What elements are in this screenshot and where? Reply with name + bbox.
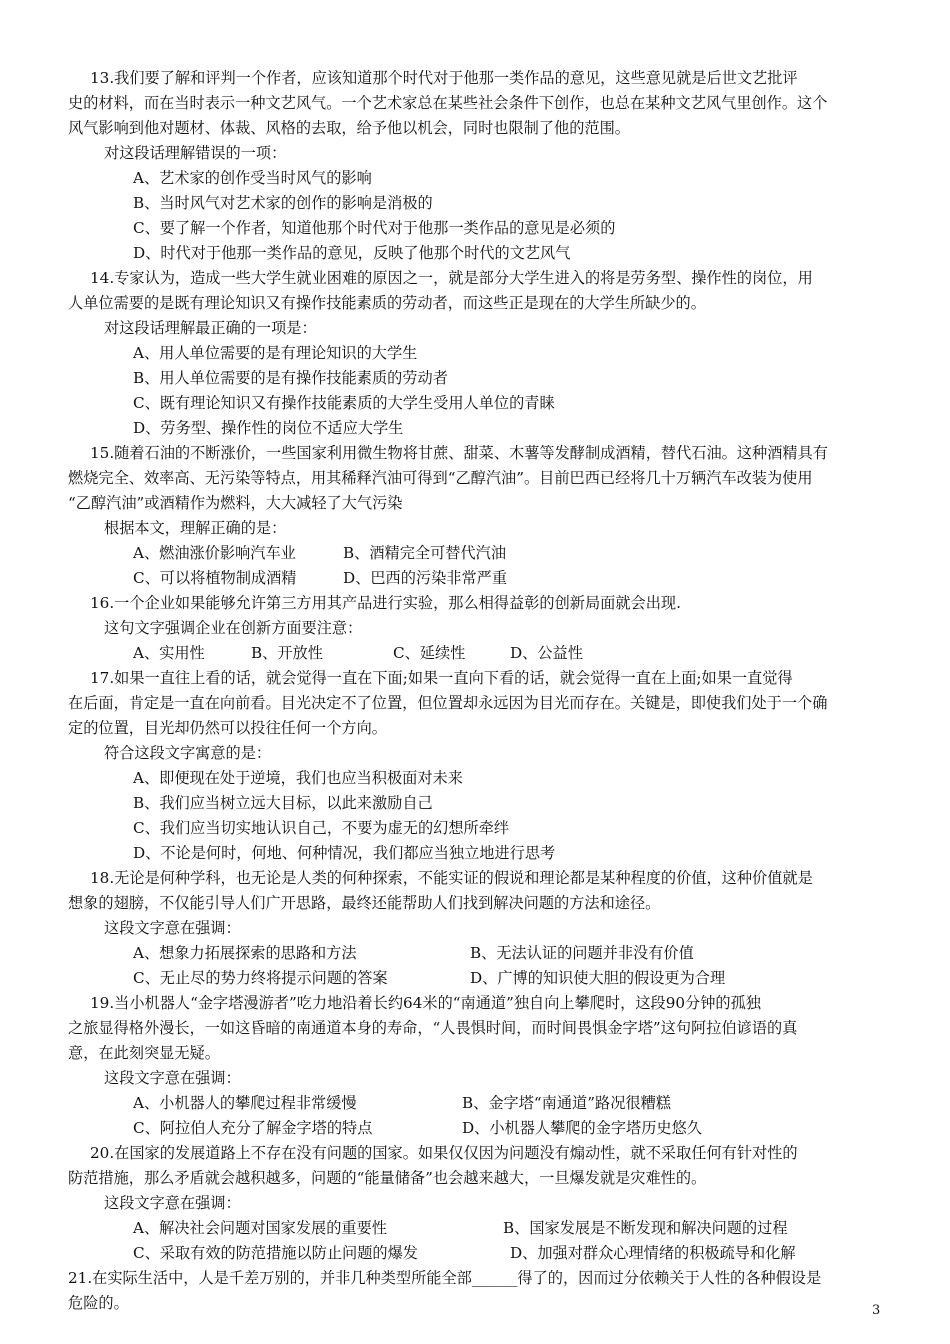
q13-line-3: 风气影响到他对题材、体裁、风格的去取，给予他以机会，同时也限制了他的范围。 <box>68 119 630 137</box>
q13-option-a: A、艺术家的创作受当时风气的影响 <box>133 169 372 187</box>
q14-option-b: B、用人单位需要的是有操作技能素质的劳动者 <box>133 369 448 387</box>
q19-line-3: 意，在此刻突显无疑。 <box>68 1044 220 1062</box>
q14-option-d: D、劳务型、操作性的岗位不适应大学生 <box>133 419 404 437</box>
q15-option-a: A、燃油涨价影响汽车业 <box>133 544 296 562</box>
q21-line-2: 危险的。 <box>68 1294 129 1312</box>
q13-option-c: C、要了解一个作者，知道他那个时代对于他那一类作品的意见是必须的 <box>133 219 616 237</box>
q20-option-a: A、解决社会问题对国家发展的重要性 <box>133 1219 387 1237</box>
q19-line-1: 19.当小机器人“金字塔漫游者”吃力地沿着长约64米的“南通道”独自向上攀爬时，这段90分钟的孤独 <box>90 994 761 1012</box>
q16-option-b: B、开放性 <box>251 644 323 662</box>
q18-option-a: A、想象力拓展探索的思路和方法 <box>133 944 357 962</box>
q17-option-d: D、不论是何时，何地、何种情况，我们都应当独立地进行思考 <box>133 844 556 862</box>
q20-line-1: 20.在国家的发展道路上不存在没有问题的国家。如果仅仅因为问题没有煽动性，就不采取任何有针对性的 <box>90 1144 798 1162</box>
q15-prompt: 根据本文，理解正确的是： <box>104 519 287 537</box>
q13-prompt: 对这段话理解错误的一项： <box>104 144 287 162</box>
q20-line-2: 防范措施，那么矛盾就会越积越多，问题的“能量储备”也会越来越大，一旦爆发就是灾难性的。 <box>68 1169 707 1187</box>
q18-option-d: D、广博的知识使大胆的假设更为合理 <box>470 969 726 987</box>
q19-option-a: A、小机器人的攀爬过程非常缓慢 <box>133 1094 357 1112</box>
q13-option-d: D、时代对于他那一类作品的意见，反映了他那个时代的文艺风气 <box>133 244 571 262</box>
q15-option-c: C、可以将植物制成酒精 <box>133 569 297 587</box>
q14-option-c: C、既有理论知识又有操作技能素质的大学生受用人单位的青睐 <box>133 394 555 412</box>
q19-option-d: D、小机器人攀爬的金字塔历史悠久 <box>462 1119 702 1137</box>
q14-option-a: A、用人单位需要的是有理论知识的大学生 <box>133 344 418 362</box>
q20-option-c: C、采取有效的防范措施以防止问题的爆发 <box>133 1244 418 1262</box>
q15-line-2: 燃烧完全、效率高、无污染等特点，用其稀释汽油可得到“乙醇汽油”。目前巴西已经将几十万辆汽车改装为使用 <box>68 469 813 487</box>
q20-option-b: B、国家发展是不断发现和解决问题的过程 <box>503 1219 788 1237</box>
q19-option-b: B、金字塔“南通道”路况很糟糕 <box>462 1094 671 1112</box>
q17-prompt: 符合这段文字寓意的是： <box>104 744 272 762</box>
q20-prompt: 这段文字意在强调： <box>104 1194 241 1212</box>
q18-option-c: C、无止尽的势力终将提示问题的答案 <box>133 969 388 987</box>
q16-option-a: A、实用性 <box>133 644 205 662</box>
q16-line-1: 16.一个企业如果能够允许第三方用其产品进行实验，那么相得益彰的创新局面就会出现. <box>90 594 681 612</box>
q20-option-d: D、加强对群众心理情绪的积极疏导和化解 <box>510 1244 796 1262</box>
q16-prompt: 这句文字强调企业在创新方面要注意： <box>104 619 363 637</box>
q17-line-2: 在后面，肯定是一直在向前看。目光决定不了位置，但位置却永远因为目光而存在。关键是，即使我们处于一个确 <box>68 694 828 712</box>
q17-line-3: 定的位置，目光却仍然可以投往任何一个方向。 <box>68 719 387 737</box>
q19-line-2: 之旅显得格外漫长，一如这昏暗的南通道本身的寿命，“人畏惧时间，而时间畏惧金字塔”这句阿拉伯谚语的真 <box>68 1019 798 1037</box>
q14-prompt: 对这段话理解最正确的一项是： <box>104 319 317 337</box>
q13-line-1: 13.我们要了解和评判一个作者，应该知道那个时代对于他那一类作品的意见，这些意见就是后世文艺批评 <box>90 69 798 87</box>
q19-option-c: C、阿拉伯人充分了解金字塔的特点 <box>133 1119 373 1137</box>
q18-prompt: 这段文字意在强调： <box>104 919 241 937</box>
q13-line-2: 史的材料，而在当时表示一种文艺风气。一个艺术家总在某些社会条件下创作，也总在某种文艺风气里创作。这个 <box>68 94 828 112</box>
q17-option-b: B、我们应当树立远大目标，以此来激励自己 <box>133 794 433 812</box>
q15-option-b: B、酒精完全可替代汽油 <box>343 544 507 562</box>
q16-option-c: C、延续性 <box>393 644 466 662</box>
q15-line-3: “乙醇汽油”或酒精作为燃料，大大减轻了大气污染 <box>68 494 403 512</box>
q18-line-2: 想象的翅膀，不仅能引导人们广开思路，最终还能帮助人们找到解决问题的方法和途径。 <box>68 894 661 912</box>
q21-line-1: 21.在实际生活中，人是千差万别的，并非几种类型所能全部______得了的，因而过分依赖关于人性的各种假设是 <box>68 1269 822 1287</box>
q18-option-b: B、无法认证的问题并非没有价值 <box>470 944 694 962</box>
page-number: 3 <box>872 1303 881 1318</box>
q14-line-2: 人单位需要的是既有理论知识又有操作技能素质的劳动者，而这些正是现在的大学生所缺少的。 <box>68 294 706 312</box>
q17-option-c: C、我们应当切实地认识自己，不要为虚无的幻想所牵绊 <box>133 819 510 837</box>
q19-prompt: 这段文字意在强调： <box>104 1069 241 1087</box>
q16-option-d: D、公益性 <box>510 644 583 662</box>
q15-line-1: 15.随着石油的不断涨价，一些国家利用微生物将甘蔗、甜菜、木薯等发酵制成酒精，替代石油。这种酒精具有 <box>90 444 828 462</box>
q18-line-1: 18.无论是何种学科，也无论是人类的何种探索，不能实证的假说和理论都是某种程度的价值，这种价值就是 <box>90 869 813 887</box>
q15-option-d: D、巴西的污染非常严重 <box>343 569 508 587</box>
q14-line-1: 14.专家认为，造成一些大学生就业困难的原因之一，就是部分大学生进入的将是劳务型、操作性的岗位，用 <box>90 269 813 287</box>
q13-option-b: B、当时风气对艺术家的创作的影响是消极的 <box>133 194 433 212</box>
q17-line-1: 17.如果一直往上看的话，就会觉得一直在下面;如果一直向下看的话，就会觉得一直在上面;如果一直觉得 <box>90 669 793 687</box>
q17-option-a: A、即便现在处于逆境，我们也应当积极面对未来 <box>133 769 463 787</box>
